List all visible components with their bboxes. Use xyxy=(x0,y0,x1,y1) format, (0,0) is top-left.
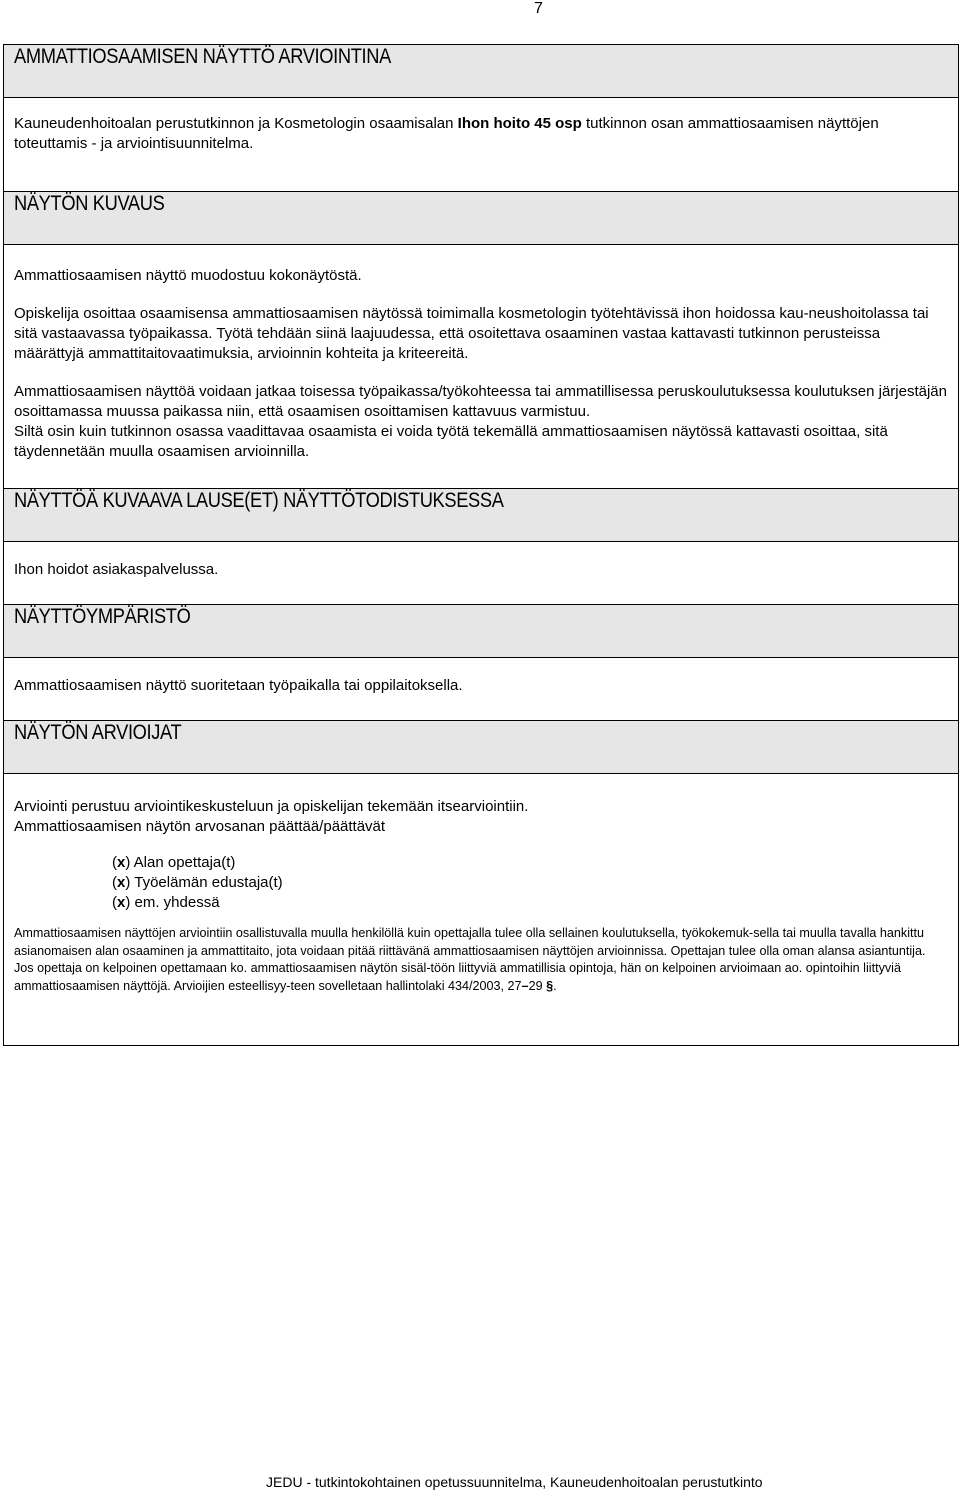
section-content-cell xyxy=(4,658,959,721)
assessor-list xyxy=(112,853,948,913)
section-symbol: § xyxy=(546,978,554,993)
document-table xyxy=(3,44,959,1046)
kuvaus-paragraph-4: Siltä osin kuin tutkinnon osassa vaadittavaa osaamista ei voida työtä tekemällä ammattiosaamisen näytössä kattavasti osoittaa, sitä täydennetään muulla osaamisen arvioinnilla. xyxy=(14,423,888,460)
arvioijat-paragraph-2: Ammattiosaamisen näytön arvosanan päättää/päättävät xyxy=(14,818,386,835)
kuvaus-paragraph-3: Ammattiosaamisen näyttöä voidaan jatkaa toisessa työpaikassa/työkohteessa tai ammatillisessa peruskoulutuksessa koulutuksen järjestäjän osoittamassa muussa paikassa niin, että osaamisen osoittamisen kattavuus varmistuu. xyxy=(14,383,947,420)
section-heading-kuvaus: NÄYTÖN KUVAUS xyxy=(14,192,165,215)
assessor-note xyxy=(14,925,948,995)
lause-text: Ihon hoidot asiakaspalvelussa. xyxy=(14,561,219,578)
module-name: Ihon hoito 45 osp xyxy=(457,115,582,132)
kuvaus-paragraph-1: Ammattiosaamisen näyttö muodostuu kokonäytöstä. xyxy=(14,267,362,284)
section-heading-cell xyxy=(4,45,959,98)
assessor-option-together: (x) em. yhdessä xyxy=(112,894,220,911)
assessor-check-mark: x xyxy=(117,874,126,891)
section-heading-lause: NÄYTTÖÄ KUVAAVA LAUSE(ET) NÄYTTÖTODISTUKSESSA xyxy=(14,489,504,512)
arvioijat-paragraph-1: Arviointi perustuu arviointikeskusteluun ja opiskelijan tekemään itsearviointiin. xyxy=(14,798,529,815)
section-kuvaus-heading-row xyxy=(4,192,959,245)
section-arviointi-content-row xyxy=(4,98,959,192)
kuvaus-paragraph-2: Opiskelija osoittaa osaamisensa ammattiosaamisen näytössä toimimalla kosmetologin työtehtävissä ihon hoidossa kau-neushoitolassa tai sitä vastaavassa työpaikassa. Työtä tehdään siinä laajuudessa, että osoitettava osaaminen vastaa kattavasti tutkinnon perusteissa määrättyjä ammattitaitovaatimuksia, arvioinnin kohteita ja kriteereitä. xyxy=(14,305,929,362)
section-heading-cell xyxy=(4,721,959,774)
assessor-label: ) Alan opettaja(t) xyxy=(125,854,236,871)
section-ymparisto-content-row xyxy=(4,658,959,721)
section-heading-cell xyxy=(4,192,959,245)
assessor-check-mark: x xyxy=(117,894,126,911)
section-heading-arvioijat: NÄYTÖN ARVIOIJAT xyxy=(14,721,182,744)
assessor-note-dash: – xyxy=(521,978,529,993)
assessor-check-mark: x xyxy=(117,854,126,871)
section-kuvaus-content-row xyxy=(4,245,959,489)
section-heading-cell xyxy=(4,605,959,658)
ymparisto-text: Ammattiosaamisen näyttö suoritetaan työpaikalla tai oppilaitoksella. xyxy=(14,677,463,694)
plan-description-end: tutkinnon osan ammattiosaamisen näyttöjen toteuttamis - ja arviointisuunnitelma. xyxy=(14,115,879,152)
plan-description-start: Kauneudenhoitoalan perustutkinnon ja Kosmetologin osaamisalan xyxy=(14,115,458,132)
section-arviointi-heading-row xyxy=(4,45,959,98)
section-content-cell xyxy=(4,542,959,605)
section-arvioijat-content-row xyxy=(4,774,959,1046)
page-number: 7 xyxy=(534,0,543,17)
assessor-note-period: . xyxy=(553,978,557,993)
section-heading-ymparisto: NÄYTTÖYMPÄRISTÖ xyxy=(14,605,191,628)
section-heading-arviointi: AMMATTIOSAAMISEN NÄYTTÖ ARVIOINTINA xyxy=(14,45,391,68)
assessor-label: ) Työelämän edustaja(t) xyxy=(125,874,283,891)
section-content-cell xyxy=(4,774,959,1046)
assessor-label: ) em. yhdessä xyxy=(125,894,220,911)
assessor-note-text: Ammattiosaamisen näyttöjen arviointiin osallistuvalla muulla henkilöllä kuin opettajalla tulee olla sellainen koulutuksella, työkokemuk-sella tai muulla tavalla hankittu asianomaisen alan osaaminen ja ammattitaito, jota voidaan pitää riittävänä ammattiosaamisen näyttöjen arvioinnissa. Opettajan tulee olla oman alansa asiantuntija. Jos opettaja on kelpoinen opettamaan ko. ammattiosaamisen näytön sisäl-töön liittyviä ammatillisia opintoja, hän on kelpoinen arvioimaan ao. opintoihin liittyviä ammattiosaamisen näyttöjä. Arvioijien esteellisyy-teen sovelletaan hallintolaki 434/2003, 27 xyxy=(14,926,926,993)
section-arvioijat-heading-row xyxy=(4,721,959,774)
section-ymparisto-heading-row xyxy=(4,605,959,658)
section-content-cell xyxy=(4,98,959,192)
assessor-option-teacher: (x) Alan opettaja(t) xyxy=(112,854,236,871)
section-lause-heading-row xyxy=(4,489,959,542)
section-heading-cell xyxy=(4,489,959,542)
assessor-option-employer: (x) Työelämän edustaja(t) xyxy=(112,874,283,891)
section-content-cell xyxy=(4,245,959,489)
assessor-note-end: 29 xyxy=(528,978,547,993)
section-lause-content-row xyxy=(4,542,959,605)
page-footer: JEDU - tutkintokohtainen opetussuunnitelma, Kauneudenhoitoalan perustutkinto xyxy=(266,1474,763,1490)
plan-description xyxy=(14,114,948,154)
